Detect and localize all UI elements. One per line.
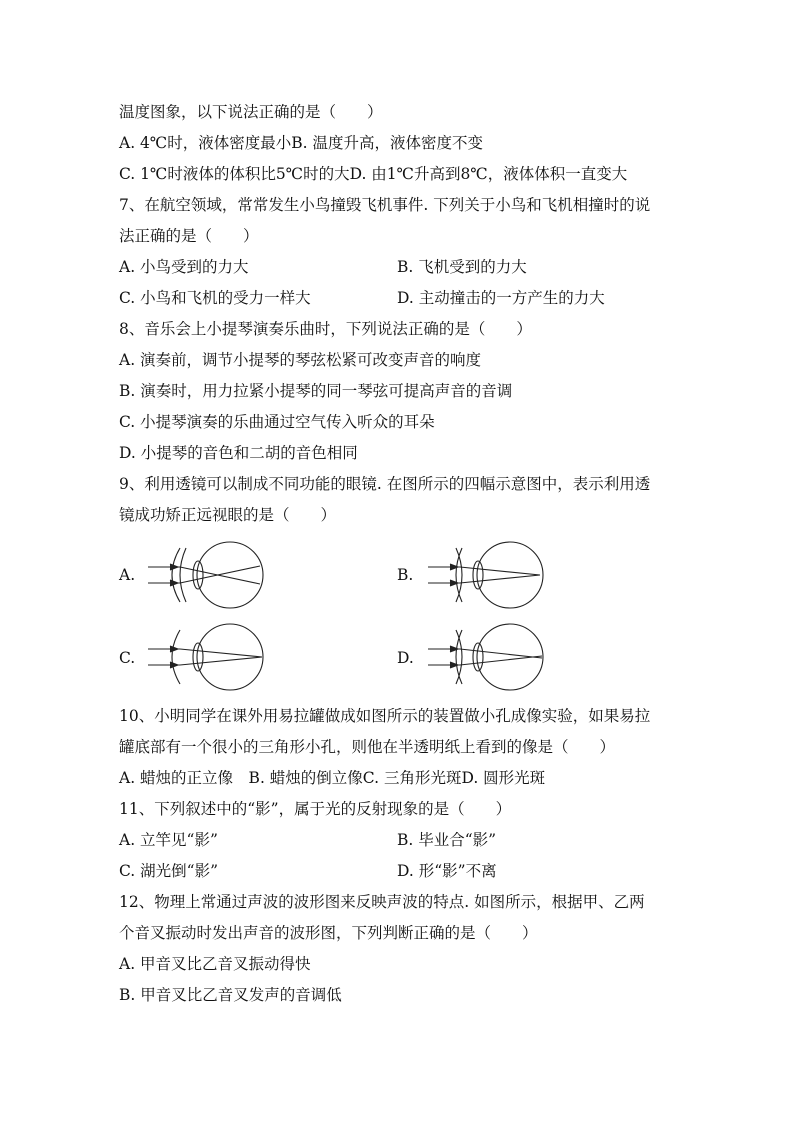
q8-option-a: A. 演奏前，调节小提琴的琴弦松紧可改变声音的响度 [119, 351, 482, 369]
q10-stem-line2: 罐底部有一个很小的三角形小孔，则他在半透明纸上看到的像是（ ） [119, 738, 616, 756]
q9-label-c: C. [119, 649, 136, 667]
q9-label-b: B. [397, 566, 414, 584]
eyeball-c [197, 624, 263, 690]
q6-option-cd: C. 1℃时液体的体积比5℃时的大D. 由1℃升高到8℃，液体体积一直变大 [119, 165, 628, 183]
spectacle-lens-a [172, 548, 180, 602]
q9-label-d: D. [397, 649, 414, 667]
q12-stem-line2: 个音叉振动时发出声音的波形图，下列判断正确的是（ ） [119, 924, 538, 942]
eye-diagram-a [140, 540, 270, 610]
q10-options: A. 蜡烛的正立像 B. 蜡烛的倒立像C. 三角形光斑D. 圆形光斑 [119, 769, 546, 787]
eye-diagram-c [140, 622, 270, 692]
q10-stem-line1: 10、小明同学在课外用易拉罐做成如图所示的装置做小孔成像实验，如果易拉 [119, 707, 651, 725]
q7-option-c: C. 小鸟和飞机的受力一样大 [119, 289, 311, 307]
q7-option-b: B. 飞机受到的力大 [397, 258, 527, 276]
eye-diagram-d [420, 622, 550, 692]
q11-option-c: C. 湖光倒“影” [119, 862, 219, 880]
q7-stem-line2: 法正确的是（ ） [119, 227, 259, 245]
q12-stem-line1: 12、物理上常通过声波的波形图来反映声波的特点. 如图所示，根据甲、乙两 [119, 893, 645, 911]
q8-stem: 8、音乐会上小提琴演奏乐曲时，下列说法正确的是（ ） [119, 320, 532, 338]
q7-option-a: A. 小鸟受到的力大 [119, 258, 249, 276]
q9-stem-line2: 镜成功矫正远视眼的是（ ） [119, 506, 337, 524]
eye-diagram-b [420, 540, 550, 610]
spectacle-lens-c [172, 630, 180, 684]
q7-stem-line1: 7、在航空领域，常常发生小鸟撞毁飞机事件. 下列关于小鸟和飞机相撞时的说 [119, 196, 651, 214]
q6-stem: 温度图象，以下说法正确的是（ ） [119, 103, 383, 121]
eyeball-b [477, 542, 543, 608]
q12-option-a: A. 甲音叉比乙音叉振动得快 [119, 955, 311, 973]
q9-stem-line1: 9、利用透镜可以制成不同功能的眼镜. 在图所示的四幅示意图中，表示利用透 [119, 475, 651, 493]
q11-option-a: A. 立竿见“影” [119, 831, 218, 849]
q11-option-b: B. 毕业合“影” [397, 831, 497, 849]
q6-option-ab: A. 4℃时，液体密度最小B. 温度升高，液体密度不变 [119, 134, 483, 152]
eyeball-a [197, 542, 263, 608]
q11-option-d: D. 形“影”不离 [397, 862, 497, 880]
q11-stem: 11、下列叙述中的“影”，属于光的反射现象的是（ ） [119, 800, 512, 818]
q9-label-a: A. [119, 566, 136, 584]
q8-option-d: D. 小提琴的音色和二胡的音色相同 [119, 444, 358, 462]
q8-option-b: B. 演奏时，用力拉紧小提琴的同一琴弦可提高声音的音调 [119, 382, 513, 400]
q8-option-c: C. 小提琴演奏的乐曲通过空气传入听众的耳朵 [119, 413, 435, 431]
q12-option-b: B. 甲音叉比乙音叉发声的音调低 [119, 986, 342, 1004]
q7-option-d: D. 主动撞击的一方产生的力大 [397, 289, 605, 307]
